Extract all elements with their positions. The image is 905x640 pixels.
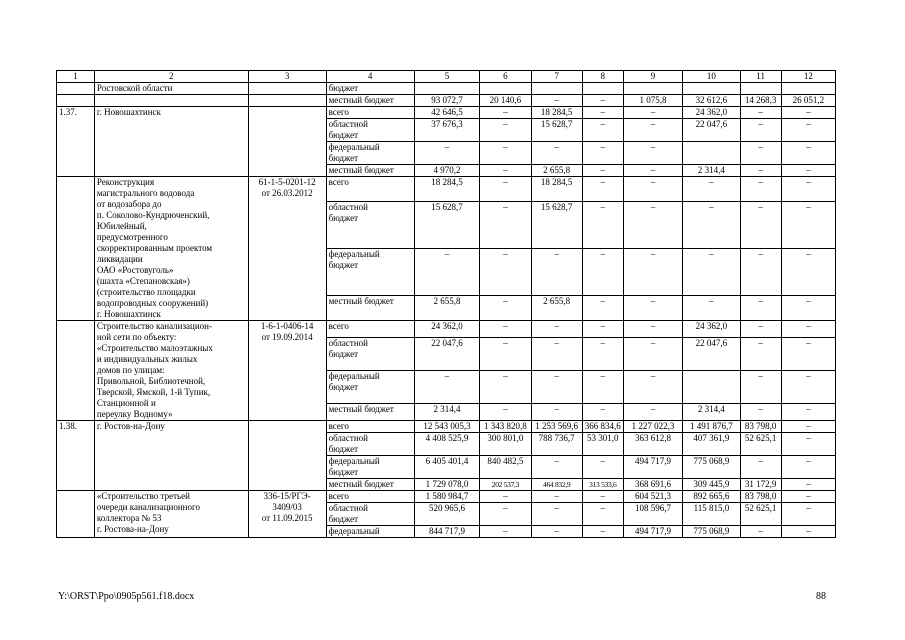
item-name-cell: Ростовской области — [94, 83, 248, 95]
file-path: Y:\ORST\Ppo\0905p561.f18.docx — [58, 591, 195, 602]
column-header: 9 — [623, 71, 682, 83]
value-cell: – — [414, 142, 480, 165]
value-cell: 12 543 005,3 — [414, 421, 480, 433]
value-cell: – — [623, 119, 682, 142]
value-cell: – — [781, 321, 835, 338]
value-cell: 32 612,6 — [683, 95, 740, 107]
table-body — [57, 83, 836, 538]
value-cell: – — [781, 165, 835, 177]
budget-source-cell: областной бюджет — [326, 338, 414, 371]
value-cell: 520 965,6 — [414, 503, 480, 526]
budget-source-cell: всего — [326, 321, 414, 338]
value-cell: – — [781, 338, 835, 371]
value-cell: 37 676,3 — [414, 119, 480, 142]
value-cell: – — [480, 403, 531, 420]
budget-source-cell: местный бюджет — [326, 95, 414, 107]
value-cell — [683, 142, 740, 165]
budget-source-cell: областной бюджет — [326, 503, 414, 526]
value-cell: 22 047,6 — [683, 119, 740, 142]
value-cell: 2 314,4 — [683, 165, 740, 177]
value-cell: – — [480, 201, 531, 248]
budget-source-cell: областной бюджет — [326, 433, 414, 456]
value-cell: 15 628,7 — [531, 201, 582, 248]
page-number: 88 — [816, 591, 826, 602]
value-cell — [414, 83, 480, 95]
value-cell: – — [781, 403, 835, 420]
column-header: 11 — [740, 71, 781, 83]
value-cell: 4 408 525,9 — [414, 433, 480, 456]
table-row — [57, 177, 836, 202]
value-cell: 464 832,9 — [531, 479, 582, 491]
value-cell — [683, 83, 740, 95]
value-cell: – — [781, 119, 835, 142]
column-header: 10 — [683, 71, 740, 83]
value-cell: – — [531, 491, 582, 503]
value-cell: – — [623, 370, 682, 403]
value-cell: – — [582, 177, 623, 202]
value-cell: – — [582, 321, 623, 338]
value-cell: – — [781, 503, 835, 526]
value-cell: – — [531, 338, 582, 371]
value-cell: – — [740, 201, 781, 248]
value-cell: 775 068,9 — [683, 526, 740, 538]
value-cell: – — [740, 321, 781, 338]
value-cell: 53 301,0 — [582, 433, 623, 456]
value-cell: 407 361,9 — [683, 433, 740, 456]
value-cell: 15 628,7 — [531, 119, 582, 142]
value-cell: 844 717,9 — [414, 526, 480, 538]
column-header: 6 — [480, 71, 531, 83]
item-name-cell: г. Новошахтинск — [94, 107, 248, 177]
value-cell: 366 834,6 — [582, 421, 623, 433]
value-cell: – — [480, 338, 531, 371]
value-cell — [582, 83, 623, 95]
budget-source-cell: всего — [326, 177, 414, 202]
value-cell: 20 140,6 — [480, 95, 531, 107]
value-cell: 494 717,9 — [623, 456, 682, 479]
value-cell: 31 172,9 — [740, 479, 781, 491]
value-cell: – — [582, 338, 623, 371]
value-cell: – — [623, 177, 682, 202]
value-cell: 2 655,8 — [414, 296, 480, 321]
value-cell: 42 646,5 — [414, 107, 480, 119]
value-cell: – — [582, 296, 623, 321]
value-cell: 6 405 401,4 — [414, 456, 480, 479]
value-cell: – — [623, 296, 682, 321]
budget-source-cell: областной бюджет — [326, 119, 414, 142]
value-cell: 1 491 876,7 — [683, 421, 740, 433]
value-cell: – — [582, 403, 623, 420]
value-cell: – — [781, 526, 835, 538]
table-row — [57, 321, 836, 338]
value-cell: – — [531, 321, 582, 338]
value-cell: – — [740, 142, 781, 165]
budget-source-cell: федеральный бюджет — [326, 370, 414, 403]
value-cell: 2 314,4 — [414, 403, 480, 420]
item-name-cell — [94, 95, 248, 107]
value-cell: 1 227 022,3 — [623, 421, 682, 433]
budget-source-cell: бюджет — [326, 83, 414, 95]
value-cell: – — [480, 503, 531, 526]
budget-source-cell: федеральный бюджет — [326, 248, 414, 295]
value-cell: 202 537,3 — [480, 479, 531, 491]
value-cell: – — [531, 142, 582, 165]
value-cell: 18 284,5 — [531, 177, 582, 202]
value-cell: – — [531, 248, 582, 295]
value-cell: 1 580 984,7 — [414, 491, 480, 503]
value-cell: – — [531, 403, 582, 420]
budget-source-cell: всего — [326, 107, 414, 119]
value-cell: 1 729 078,0 — [414, 479, 480, 491]
value-cell: – — [480, 119, 531, 142]
value-cell — [683, 370, 740, 403]
column-header: 8 — [582, 71, 623, 83]
value-cell: 604 521,3 — [623, 491, 682, 503]
value-cell: 313 533,6 — [582, 479, 623, 491]
budget-source-cell: местный бюджет — [326, 165, 414, 177]
value-cell: – — [740, 296, 781, 321]
value-cell: – — [740, 107, 781, 119]
value-cell: – — [740, 370, 781, 403]
column-header: 3 — [248, 71, 326, 83]
value-cell — [480, 83, 531, 95]
value-cell: 24 362,0 — [414, 321, 480, 338]
value-cell: – — [781, 201, 835, 248]
table-header-row — [57, 71, 836, 83]
table-row — [57, 421, 836, 433]
item-number-cell — [57, 83, 95, 95]
value-cell: 775 068,9 — [683, 456, 740, 479]
budget-source-cell: местный бюджет — [326, 479, 414, 491]
document-cell — [248, 95, 326, 107]
value-cell: – — [582, 107, 623, 119]
value-cell: 26 051,2 — [781, 95, 835, 107]
value-cell: 494 717,9 — [623, 526, 682, 538]
value-cell: 2 655,8 — [531, 165, 582, 177]
budget-source-cell: всего — [326, 491, 414, 503]
column-header: 1 — [57, 71, 95, 83]
value-cell: 1 075,8 — [623, 95, 682, 107]
item-number-cell — [57, 177, 95, 321]
value-cell: – — [531, 370, 582, 403]
column-header: 2 — [94, 71, 248, 83]
value-cell: – — [480, 491, 531, 503]
value-cell: 368 691,6 — [623, 479, 682, 491]
value-cell: 363 612,8 — [623, 433, 682, 456]
value-cell: 4 970,2 — [414, 165, 480, 177]
item-number-cell: 1.38. — [57, 421, 95, 491]
value-cell: – — [623, 165, 682, 177]
value-cell: – — [480, 370, 531, 403]
value-cell: – — [582, 456, 623, 479]
budget-source-cell: областной бюджет — [326, 201, 414, 248]
value-cell: – — [781, 456, 835, 479]
value-cell: – — [623, 338, 682, 371]
value-cell — [781, 83, 835, 95]
value-cell: – — [480, 107, 531, 119]
value-cell: – — [740, 526, 781, 538]
table-row — [57, 95, 836, 107]
budget-source-cell: федеральный — [326, 526, 414, 538]
value-cell: 115 815,0 — [683, 503, 740, 526]
item-number-cell — [57, 95, 95, 107]
value-cell: – — [623, 107, 682, 119]
item-name-cell: Строительство канализацион- ной сети по объекту: «Строительство малоэтажных и индивидуальных жилых домов по улицам: Привольной, Библиотечной, Тверской, Ямской, 1-й Тупик, Станционной и переулку Водному» — [94, 321, 248, 421]
value-cell: – — [531, 503, 582, 526]
value-cell: – — [623, 142, 682, 165]
budget-source-cell: федеральный бюджет — [326, 456, 414, 479]
value-cell: – — [531, 526, 582, 538]
value-cell: 1 253 569,6 — [531, 421, 582, 433]
item-number-cell — [57, 491, 95, 538]
item-number-cell — [57, 321, 95, 421]
value-cell: – — [480, 248, 531, 295]
document-cell: 336-15/РГЭ- 3409/03 от 11.09.2015 — [248, 491, 326, 538]
budget-table — [56, 70, 836, 538]
column-header: 4 — [326, 71, 414, 83]
value-cell — [740, 83, 781, 95]
value-cell: – — [582, 142, 623, 165]
value-cell: 15 628,7 — [414, 201, 480, 248]
value-cell — [531, 83, 582, 95]
value-cell: – — [582, 201, 623, 248]
value-cell: 309 445,9 — [683, 479, 740, 491]
value-cell: – — [740, 177, 781, 202]
value-cell: – — [531, 456, 582, 479]
value-cell: – — [683, 201, 740, 248]
budget-source-cell: местный бюджет — [326, 403, 414, 420]
value-cell: 18 284,5 — [531, 107, 582, 119]
column-header: 7 — [531, 71, 582, 83]
column-header: 12 — [781, 71, 835, 83]
value-cell: – — [683, 177, 740, 202]
value-cell: – — [582, 491, 623, 503]
value-cell: 788 736,7 — [531, 433, 582, 456]
column-header: 5 — [414, 71, 480, 83]
value-cell: – — [781, 248, 835, 295]
value-cell: – — [683, 248, 740, 295]
value-cell: – — [781, 107, 835, 119]
value-cell: – — [781, 177, 835, 202]
value-cell: 108 596,7 — [623, 503, 682, 526]
value-cell: 22 047,6 — [414, 338, 480, 371]
value-cell: 52 625,1 — [740, 503, 781, 526]
value-cell: – — [480, 165, 531, 177]
value-cell: – — [582, 503, 623, 526]
value-cell: – — [781, 421, 835, 433]
value-cell: – — [683, 296, 740, 321]
value-cell: – — [414, 248, 480, 295]
value-cell: – — [414, 370, 480, 403]
item-name-cell: Реконструкция магистрального водовода от водозабора до п. Соколово-Кундрюченский, Юбилейный, предусмотренного скорректированным проектом ликвидации ОАО «Ростовуголь» (шахта «Степановская») (строительство площадки водопроводных сооружений) г. Новошахтинск — [94, 177, 248, 321]
value-cell: – — [623, 248, 682, 295]
value-cell: – — [740, 165, 781, 177]
table-row — [57, 491, 836, 503]
value-cell: 83 798,0 — [740, 421, 781, 433]
value-cell: 300 801,0 — [480, 433, 531, 456]
item-number-cell: 1.37. — [57, 107, 95, 177]
value-cell: 24 362,0 — [683, 107, 740, 119]
value-cell: – — [480, 296, 531, 321]
value-cell: 892 665,6 — [683, 491, 740, 503]
value-cell: 83 798,0 — [740, 491, 781, 503]
value-cell: – — [480, 526, 531, 538]
document-cell: 61-1-5-0201-12 от 26.03.2012 — [248, 177, 326, 321]
value-cell: – — [781, 479, 835, 491]
value-cell: – — [781, 491, 835, 503]
value-cell: – — [582, 119, 623, 142]
value-cell: – — [582, 165, 623, 177]
item-name-cell: г. Ростов-на-Дону — [94, 421, 248, 491]
value-cell: – — [582, 370, 623, 403]
value-cell: 1 343 820,8 — [480, 421, 531, 433]
document-cell: 1-6-1-0406-14 от 19.09.2014 — [248, 321, 326, 421]
value-cell: – — [531, 95, 582, 107]
item-name-cell: «Строительство третьей очереди канализационного коллектора № 53 г. Ростова-на-Дону — [94, 491, 248, 538]
value-cell: 93 072,7 — [414, 95, 480, 107]
table-row — [57, 107, 836, 119]
value-cell: 52 625,1 — [740, 433, 781, 456]
document-cell — [248, 107, 326, 177]
value-cell: – — [480, 142, 531, 165]
value-cell: – — [582, 526, 623, 538]
value-cell: 22 047,6 — [683, 338, 740, 371]
document-cell — [248, 421, 326, 491]
value-cell: – — [740, 119, 781, 142]
value-cell: – — [740, 338, 781, 371]
value-cell: – — [740, 403, 781, 420]
value-cell: – — [480, 177, 531, 202]
document-cell — [248, 83, 326, 95]
value-cell: 24 362,0 — [683, 321, 740, 338]
value-cell: – — [582, 248, 623, 295]
value-cell: 2 655,8 — [531, 296, 582, 321]
value-cell: – — [781, 433, 835, 456]
value-cell: – — [623, 201, 682, 248]
value-cell: 14 268,3 — [740, 95, 781, 107]
value-cell: 2 314,4 — [683, 403, 740, 420]
value-cell: – — [781, 142, 835, 165]
value-cell: – — [623, 321, 682, 338]
value-cell: – — [740, 248, 781, 295]
value-cell: – — [781, 370, 835, 403]
budget-source-cell: местный бюджет — [326, 296, 414, 321]
value-cell: – — [623, 403, 682, 420]
value-cell: – — [740, 456, 781, 479]
budget-source-cell: всего — [326, 421, 414, 433]
value-cell: 18 284,5 — [414, 177, 480, 202]
table-row — [57, 83, 836, 95]
value-cell: – — [582, 95, 623, 107]
value-cell: – — [480, 321, 531, 338]
budget-source-cell: федеральный бюджет — [326, 142, 414, 165]
value-cell — [623, 83, 682, 95]
value-cell: 840 482,5 — [480, 456, 531, 479]
value-cell: – — [781, 296, 835, 321]
